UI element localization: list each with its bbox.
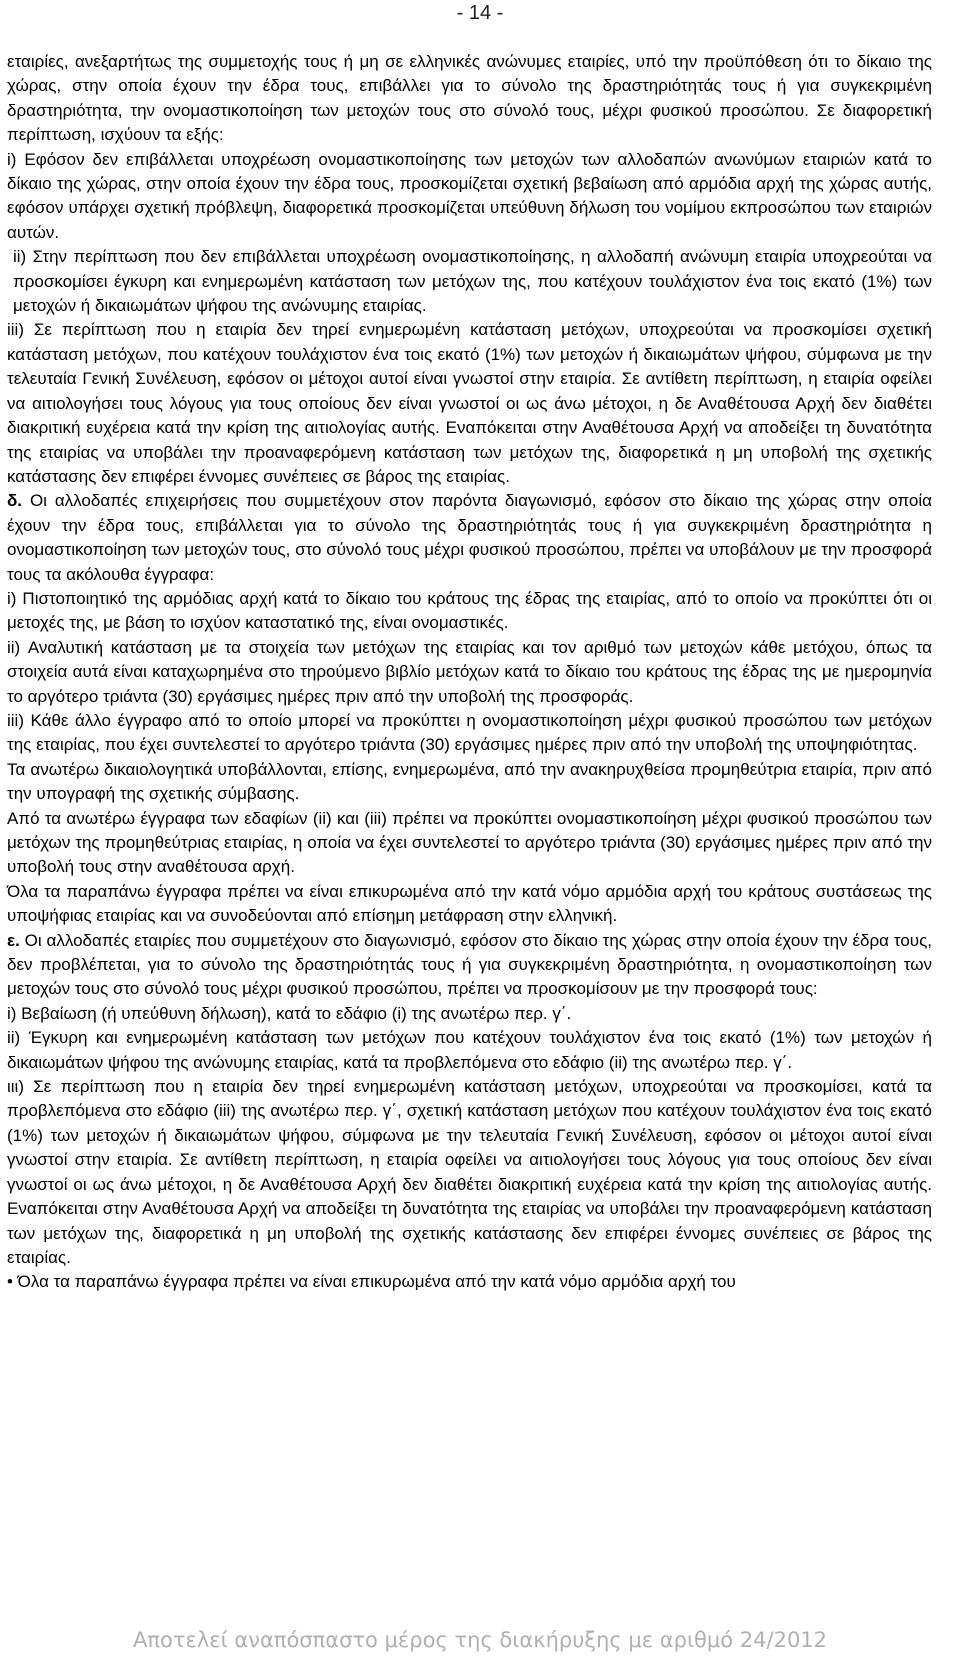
- section-delta: [7, 489, 932, 587]
- section-label: δ.: [7, 491, 23, 511]
- paragraph: Οι αλλοδαπές επιχειρήσεις που συμμετέχουν στον παρόντα διαγωνισμό, εφόσον στο δίκαιο της χώρας στην οποία έχουν την έδρα τους, επιβάλλεται για το σύνολο της δραστηριότητάς τους ή για συγκεκριμένη δραστηριότητα η ονομαστικοποίηση των μετοχών τους, στο σύνολό τους μέχρι φυσικού προσώπου, πρέπει να υποβάλουν με την προσφορά τους τα ακόλουθα έγγραφα:: [7, 491, 932, 584]
- paragraph: Τα ανωτέρω δικαιολογητικά υποβάλλονται, επίσης, ενημερωμένα, από την ανακηρυχθείσα προμηθεύτρια εταιρία, πριν από την υπογραφή της σχετικής σύμβασης.: [7, 759, 932, 804]
- paragraph: Οι αλλοδαπές εταιρίες που συμμετέχουν στο διαγωνισμό, εφόσον στο δίκαιο της χώρας στην οποία έχουν την έδρα τους, δεν προβλέπεται, για το σύνολο της δραστηριότητάς τους ή για συγκεκριμένη δραστηριότητα, η ονομαστικοποίηση των μετοχών τους στο σύνολό τους μέχρι φυσικού προσώπου, πρέπει να προσκομίσουν με την προσφορά τους:: [7, 930, 932, 999]
- paragraph: ιιι) Σε περίπτωση που η εταιρία δεν τηρεί ενημερωμένη κατάσταση μετόχων, υποχρεούται να προσκομίσει, κατά τα προβλεπόμενα στο εδάφιο (iii) της ανωτέρω περ. γ΄, σχετική κατάσταση μετόχων που κατέχουν τουλάχιστον ένα τοις εκατό (1%) των μετοχών ή δικαιωμάτων ψήφου, σύμφωνα με την τελευταία Γενική Συνέλευση, εφόσον οι μέτοχοι αυτοί είναι γνωστοί στην εταιρία. Σε αντίθετη περίπτωση, η εταιρία οφείλει να αιτιολογήσει τους λόγους για τους οποίους δεν είναι γνωστοί οι ως άνω μέτοχοι, η δε Αναθέτουσα Αρχή δεν διαθέτει διακριτική ευχέρεια κατά την κρίση της αιτιολογίας αυτής. Εναπόκειται στην Αναθέτουσα Αρχή να αποδείξει τη δυνατότητα της εταιρίας να υποβάλει την προαναφερόμενη κατάσταση των μετόχων της, διαφορετικά η μη υποβολή της σχετικής κατάστασης δεν επιφέρει έννομες συνέπειες σε βάρος της εταιρίας.: [7, 1077, 932, 1267]
- page-number: - 14 -: [456, 2, 504, 24]
- paragraph: i) Εφόσον δεν επιβάλλεται υποχρέωση ονομαστικοποίησης των μετοχών των αλλοδαπών ανωνύμων εταιριών κατά το δίκαιο της χώρας, στην οποία έχουν την έδρα τους, προσκομίζεται σχετική βεβαίωση από αρμόδια αρχή της χώρας αυτής, εφόσον υπάρχει σχετική πρόβλεψη, διαφορετικά προσκομίζεται υπεύθυνη δήλωση του νομίμου εκπροσώπου των εταιριών αυτών.: [7, 149, 932, 242]
- paragraph: • Όλα τα παραπάνω έγγραφα πρέπει να είναι επικυρωμένα από την κατά νόμο αρμόδια αρχή του: [7, 1272, 736, 1292]
- paragraph: Από τα ανωτέρω έγγραφα των εδαφίων (ii) και (iii) πρέπει να προκύπτει ονομαστικοποίηση μέχρι φυσικού προσώπου των μετόχων της προμηθεύτριας εταιρίας, η οποία να έχει συντελεστεί το αργότερο τριάντα (30) εργάσιμες ημέρες πριν από την υποβολή τους στην αναθέτουσα αρχή.: [7, 808, 932, 877]
- document-body: [7, 50, 932, 1295]
- paragraph: iii) Σε περίπτωση που η εταιρία δεν τηρεί ενημερωμένη κατάσταση μετόχων, υποχρεούται να προσκομίσει σχετική κατάσταση μετόχων, που κατέχουν τουλάχιστον ένα τοις εκατό (1%) των μετοχών ή δικαιωμάτων ψήφου, σύμφωνα με την τελευταία Γενική Συνέλευση, εφόσον οι μέτοχοι αυτοί είναι γνωστοί στην εταιρία. Σε αντίθετη περίπτωση, η εταιρία οφείλει να αιτιολογήσει τους λόγους για τους οποίους δεν είναι γνωστοί οι ως άνω μέτοχοι, η δε Αναθέτουσα Αρχή δεν διαθέτει διακριτική ευχέρεια κατά την κρίση της αιτιολογίας αυτής. Εναπόκειται στην Αναθέτουσα Αρχή να αποδείξει τη δυνατότητα της εταιρίας να υποβάλει την προαναφερόμενη κατάσταση των μετόχων της, διαφορετικά η μη υποβολή της σχετικής κατάστασης δεν επιφέρει έννομες συνέπειες σε βάρος της εταιρίας.: [7, 320, 932, 486]
- paragraph: iii) Κάθε άλλο έγγραφο από το οποίο μπορεί να προκύπτει η ονομαστικοποίηση μέχρι φυσικού προσώπου των μετόχων της εταιρίας, που έχει συντελεστεί το αργότερο τριάντα (30) εργάσιμες ημέρες πριν από την υποβολή της υποψηφιότητας.: [7, 710, 932, 755]
- paragraph: ii) Αναλυτική κατάσταση με τα στοιχεία των μετόχων της εταιρίας και τον αριθμό των μετοχών κάθε μετόχου, όπως τα στοιχεία αυτά είναι καταχωρημένα στο τηρούμενο βιβλίο μετόχων κατά το δίκαιο του κράτους της έδρας της με ημερομηνία το αργότερο τριάντα (30) εργάσιμες ημέρες πριν από την υποβολή της προσφοράς.: [7, 637, 932, 706]
- paragraph: ii) Έγκυρη και ενημερωμένη κατάσταση των μετόχων που κατέχουν τουλάχιστον ένα τοις εκατό (1%) των μετοχών ή δικαιωμάτων ψήφου της ανώνυμης εταιρίας, κατά τα προβλεπόμενα στο εδάφιο (ii) της ανωτέρω περ. γ΄.: [7, 1028, 932, 1072]
- section-label: ε.: [7, 930, 20, 950]
- paragraph: ii) Στην περίπτωση που δεν επιβάλλεται υποχρέωση ονομαστικοποίησης, η αλλοδαπή ανώνυμη εταιρία υποχρεούται να προσκομίσει έγκυρη και ενημερωμένη κατάσταση των μετόχων της, που κατέχουν τουλάχιστον ένα τοις εκατό (1%) των μετοχών ή δικαιωμάτων ψήφου της ανώνυμης εταιρίας.: [13, 247, 932, 316]
- paragraph: i) Βεβαίωση (ή υπεύθυνη δήλωση), κατά το εδάφιο (i) της ανωτέρω περ. γ΄.: [7, 1003, 572, 1023]
- section-epsilon: [7, 929, 932, 1002]
- paragraph: i) Πιστοποιητικό της αρμόδιας αρχή κατά το δίκαιο του κράτους της έδρας της εταιρίας, από το οποίο να προκύπτει ότι οι μετοχές της, με βάση το ισχύον καταστατικό της, είναι ονομαστικές.: [7, 588, 932, 633]
- paragraph: εταιρίες, ανεξαρτήτως της συμμετοχής τους ή μη σε ελληνικές ανώνυμες εταιρίες, υπό την προϋπόθεση ότι το δίκαιο της χώρας, στην οποία έχουν την έδρα τους, επιβάλλει για το σύνολο της δραστηριότητάς τους ή για συγκεκριμένη δραστηριότητα, την ονομαστικοποίηση των μετοχών τους στο σύνολό τους, μέχρι φυσικού προσώπου. Σε διαφορετική περίπτωση, ισχύουν τα εξής:: [7, 52, 932, 145]
- footer-watermark: Αποτελεί αναπόσπαστο μέρος της διακήρυξης με αριθμό 24/2012: [132, 1628, 828, 1652]
- paragraph: Όλα τα παραπάνω έγγραφα πρέπει να είναι επικυρωμένα από την κατά νόμο αρμόδια αρχή του κράτους συστάσεως της υποψήφιας εταιρίας και να συνοδεύονται από επίσημη μετάφραση στην ελληνική.: [7, 881, 932, 926]
